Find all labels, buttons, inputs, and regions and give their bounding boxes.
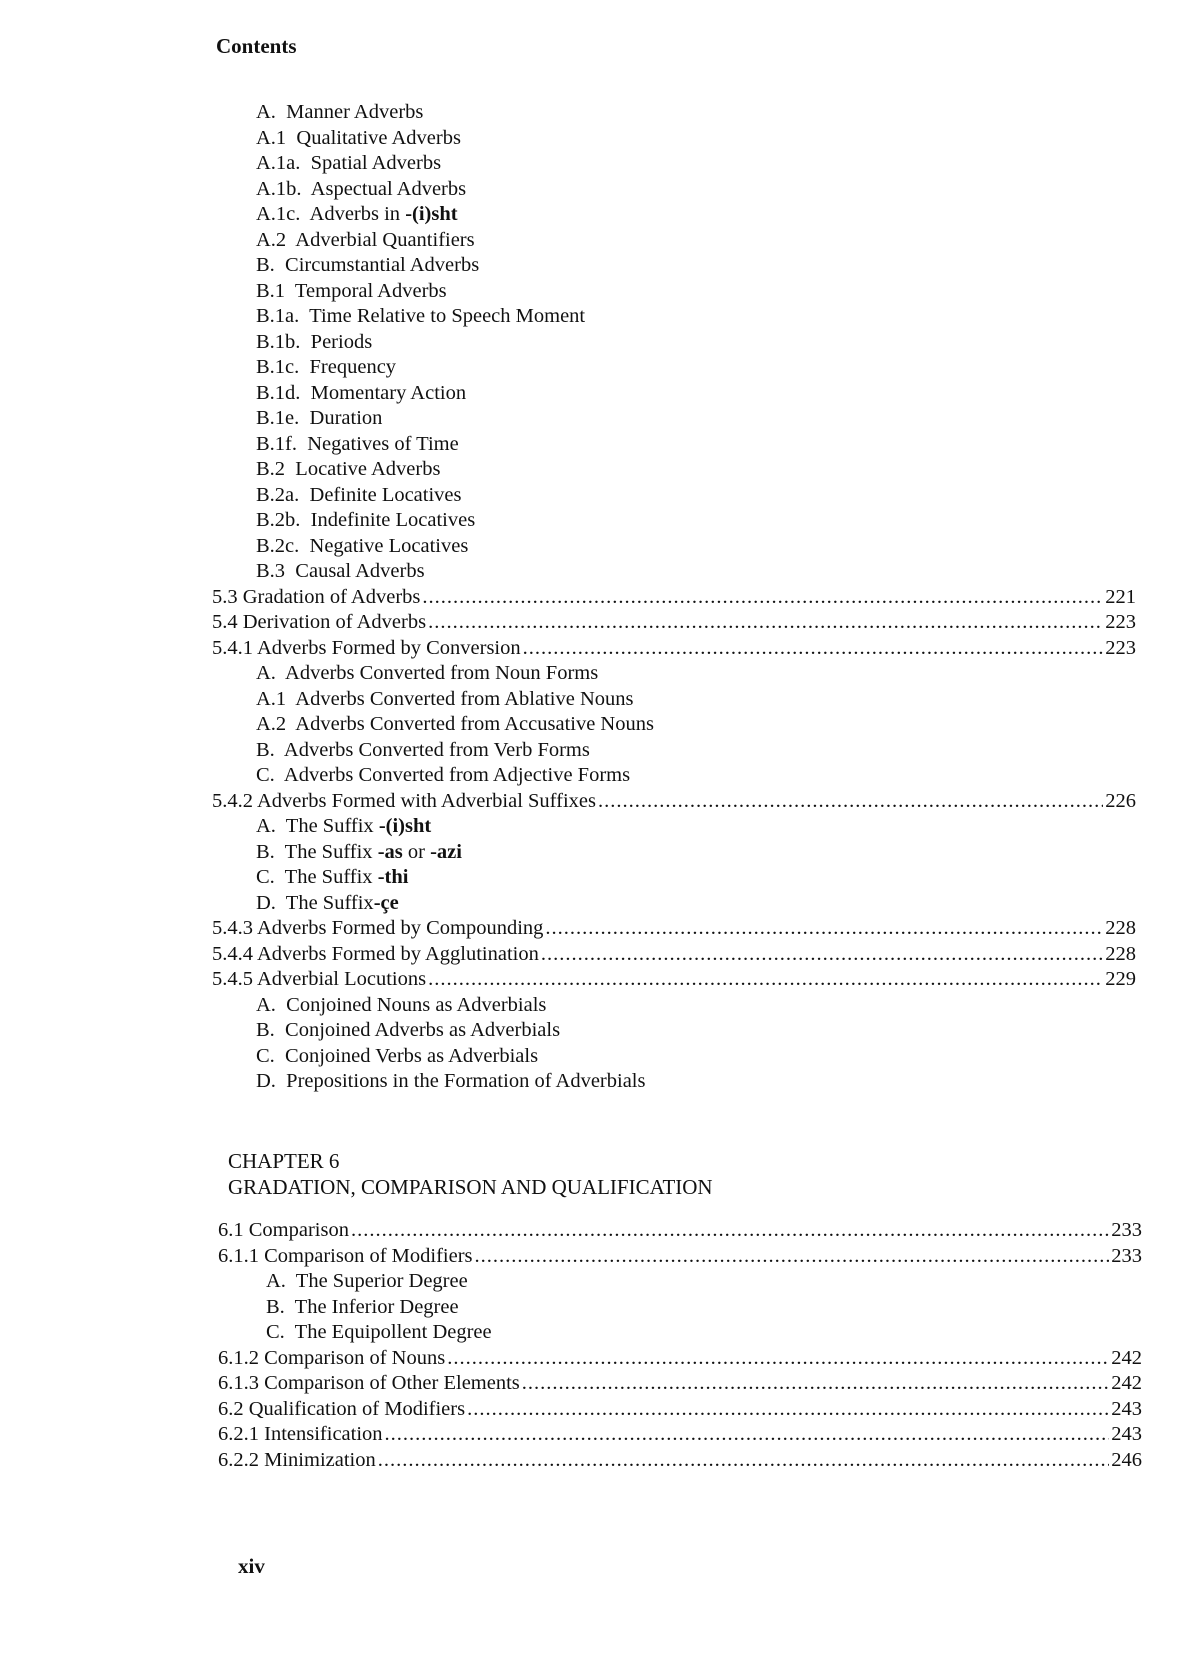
toc-entry-page: 229 xyxy=(1105,968,1136,990)
toc-subentry-title xyxy=(256,1018,1200,1044)
toc-subentry-text: C. The Equipollent Degree xyxy=(266,1321,492,1343)
toc-subentry xyxy=(0,559,1200,585)
toc-subentry-text: B.1b. Periods xyxy=(256,330,373,353)
toc-subentry-title xyxy=(256,687,1200,713)
toc-subentry-text: A.2 Adverbial Quantifiers xyxy=(256,228,475,251)
toc-subentry-text: A. The Suffix xyxy=(256,815,379,837)
dot-leader xyxy=(467,1397,1109,1423)
toc-subentry-title xyxy=(256,177,1200,203)
toc-entry xyxy=(0,1346,1200,1372)
toc-entry-line xyxy=(212,610,1136,636)
toc-entry-line xyxy=(212,636,1136,662)
toc-entry xyxy=(0,1422,1200,1448)
toc-entry-title: 5.4 Derivation of Adverbs xyxy=(212,611,427,633)
toc-entry-page: 223 xyxy=(1105,611,1136,633)
toc-subentry xyxy=(0,508,1200,534)
toc-entry xyxy=(0,636,1200,662)
toc-section-chapter-6 xyxy=(0,1218,1200,1473)
toc-subentry-text: B.3 Causal Adverbs xyxy=(256,560,425,582)
toc-entry-title: 5.4.4 Adverbs Formed by Agglutination xyxy=(212,942,539,965)
toc-subentry-text: B. Adverbs Converted from Verb Forms xyxy=(256,738,590,761)
toc-entry-page: 243 xyxy=(1111,1397,1142,1420)
dot-leader xyxy=(385,1422,1110,1448)
toc-subentry-text: B.2 Locative Adverbs xyxy=(256,458,441,480)
toc-subentry xyxy=(0,865,1200,891)
toc-subentry-title xyxy=(256,253,1200,279)
dot-leader xyxy=(522,1371,1109,1397)
toc-subentry xyxy=(0,330,1200,356)
toc-subentry xyxy=(0,534,1200,560)
toc-subentry-text: B.1e. Duration xyxy=(256,407,383,429)
toc-subentry-text: A.1 Qualitative Adverbs xyxy=(256,126,461,149)
suffix-form: -as xyxy=(377,840,403,863)
toc-entry xyxy=(0,1448,1200,1474)
toc-subentry xyxy=(0,202,1200,228)
toc-subentry xyxy=(0,1320,1200,1346)
toc-subentry xyxy=(0,406,1200,432)
toc-subentry-title xyxy=(256,457,1200,483)
toc-subentry-text: D. Prepositions in the Formation of Adverbials xyxy=(256,1070,646,1092)
toc-subentry xyxy=(0,279,1200,305)
toc-subentry xyxy=(0,687,1200,713)
toc-entry-page: 242 xyxy=(1111,1372,1142,1394)
toc-entry xyxy=(0,610,1200,636)
toc-entry-line xyxy=(218,1346,1142,1372)
toc-subentry-text: B.1a. Time Relative to Speech Moment xyxy=(256,305,586,327)
toc-subentry-text: B.1d. Momentary Action xyxy=(256,381,467,404)
toc-entry xyxy=(0,1218,1200,1244)
toc-entry-page: 246 xyxy=(1111,1448,1142,1471)
toc-subentry-title xyxy=(256,1069,1200,1095)
toc-subentry-title xyxy=(256,355,1200,381)
toc-subentry-text: A. Conjoined Nouns as Adverbials xyxy=(256,993,547,1016)
toc-entry-line xyxy=(212,789,1136,815)
toc-subentry-title xyxy=(256,661,1200,687)
toc-entry-line xyxy=(212,585,1136,611)
toc-entry-page: 228 xyxy=(1105,942,1136,965)
toc-subentry-text: B.1c. Frequency xyxy=(256,356,397,378)
toc-entry-line xyxy=(218,1422,1142,1448)
toc-subentry-title xyxy=(256,508,1200,534)
toc-subentry-connector: or xyxy=(402,840,431,863)
toc-subentry-title xyxy=(256,559,1200,585)
toc-subentry-text: C. Adverbs Converted from Adjective Forms xyxy=(256,764,631,786)
toc-subentry xyxy=(0,891,1200,917)
toc-subentry xyxy=(0,1044,1200,1070)
toc-subentry xyxy=(0,381,1200,407)
dot-leader xyxy=(428,967,1103,993)
toc-entry-page: 242 xyxy=(1111,1346,1142,1369)
toc-subentry-title xyxy=(256,279,1200,305)
toc-entry-title: 5.4.2 Adverbs Formed with Adverbial Suffixes xyxy=(212,789,596,812)
toc-subentry xyxy=(0,126,1200,152)
dot-leader xyxy=(475,1244,1110,1270)
toc-subentry-text: B. Conjoined Adverbs as Adverbials xyxy=(256,1019,561,1041)
toc-subentry xyxy=(0,1018,1200,1044)
toc-subentry-title xyxy=(256,712,1200,738)
toc-entry-line xyxy=(218,1397,1142,1423)
suffix-form: -(i)sht xyxy=(378,815,432,837)
page-number: xiv xyxy=(238,1554,265,1578)
toc-subentry-title xyxy=(256,814,1200,840)
toc-entry-title: 6.1.2 Comparison of Nouns xyxy=(218,1346,446,1369)
toc-subentry-title xyxy=(256,202,1200,228)
toc-subentry-text: A. The Superior Degree xyxy=(266,1270,468,1292)
dot-leader xyxy=(541,942,1103,968)
toc-entry-page: 233 xyxy=(1111,1219,1142,1241)
dot-leader xyxy=(523,636,1104,662)
toc-subentry xyxy=(0,432,1200,458)
toc-subentry xyxy=(0,1069,1200,1095)
toc-subentry xyxy=(0,355,1200,381)
toc-entry-page: 228 xyxy=(1105,917,1136,939)
toc-subentry-text: B. The Inferior Degree xyxy=(266,1295,459,1318)
toc-subentry xyxy=(0,993,1200,1019)
toc-entry-title: 5.4.1 Adverbs Formed by Conversion xyxy=(212,636,521,659)
toc-subentry-title xyxy=(256,738,1200,764)
toc-entry-line xyxy=(212,916,1136,942)
dot-leader xyxy=(428,610,1103,636)
toc-subentry-title xyxy=(256,330,1200,356)
toc-subentry-title xyxy=(256,483,1200,509)
toc-subentry xyxy=(0,738,1200,764)
toc-subentry-text: A.2 Adverbs Converted from Accusative Nouns xyxy=(256,713,654,735)
toc-subentry xyxy=(0,304,1200,330)
toc-entry-title: 6.2.2 Minimization xyxy=(218,1448,376,1471)
toc-subentry-text: D. The Suffix xyxy=(256,891,374,914)
toc-subentry-text: A.1b. Aspectual Adverbs xyxy=(256,177,467,200)
toc-entry-title: 6.1.1 Comparison of Modifiers xyxy=(218,1244,473,1267)
toc-entry xyxy=(0,1397,1200,1423)
chapter-title: GRADATION, COMPARISON AND QUALIFICATION xyxy=(228,1175,713,1199)
toc-subentry xyxy=(0,661,1200,687)
toc-subentry-text: B.2b. Indefinite Locatives xyxy=(256,509,476,531)
toc-entry-line xyxy=(218,1371,1142,1397)
toc-subentry-text: A.1a. Spatial Adverbs xyxy=(256,152,442,174)
toc-subentry-title xyxy=(256,865,1200,891)
toc-subentry-text: C. Conjoined Verbs as Adverbials xyxy=(256,1044,539,1067)
toc-subentry xyxy=(0,763,1200,789)
toc-subentry-text: A.1 Adverbs Converted from Ablative Nouns xyxy=(256,687,634,710)
dot-leader xyxy=(422,585,1103,611)
toc-entry xyxy=(0,1371,1200,1397)
toc-subentry-title xyxy=(256,381,1200,407)
toc-subentry-title xyxy=(256,100,1200,126)
toc-entry xyxy=(0,585,1200,611)
toc-subentry xyxy=(0,100,1200,126)
toc-subentry-title xyxy=(256,126,1200,152)
toc-subentry-title xyxy=(256,1044,1200,1070)
toc-subentry xyxy=(0,1269,1200,1295)
toc-subentry-title xyxy=(256,993,1200,1019)
toc-entry xyxy=(0,916,1200,942)
toc-subentry-text: B. Circumstantial Adverbs xyxy=(256,254,480,276)
toc-section-chapter-5 xyxy=(0,100,1200,1095)
toc-subentry-title xyxy=(256,228,1200,254)
toc-subentry xyxy=(0,483,1200,509)
toc-subentry xyxy=(0,151,1200,177)
toc-entry-line xyxy=(218,1218,1142,1244)
toc-entry-title: 5.3 Gradation of Adverbs xyxy=(212,585,421,608)
toc-subentry-text: B. The Suffix xyxy=(256,840,378,863)
toc-subentry xyxy=(0,253,1200,279)
toc-entry xyxy=(0,942,1200,968)
toc-subentry xyxy=(0,814,1200,840)
suffix-form: -azi xyxy=(430,840,462,863)
toc-subentry-title xyxy=(266,1269,1200,1295)
toc-subentry-title xyxy=(256,151,1200,177)
toc-subentry xyxy=(0,457,1200,483)
toc-entry-page: 221 xyxy=(1105,585,1136,608)
toc-subentry-title xyxy=(256,432,1200,458)
toc-entry-line xyxy=(212,967,1136,993)
toc-entry-line xyxy=(212,942,1136,968)
toc-subentry-text: B.2c. Negative Locatives xyxy=(256,534,469,557)
toc-subentry xyxy=(0,177,1200,203)
toc-entry xyxy=(0,967,1200,993)
toc-subentry xyxy=(0,712,1200,738)
toc-entry-title: 6.2 Qualification of Modifiers xyxy=(218,1397,466,1420)
toc-subentry xyxy=(0,228,1200,254)
toc-subentry-title xyxy=(256,891,1200,917)
toc-entry-title: 6.1.3 Comparison of Other Elements xyxy=(218,1372,520,1394)
toc-entry-page: 223 xyxy=(1105,636,1136,659)
toc-subentry-title xyxy=(256,840,1200,866)
toc-subentry-text: A.1c. Adverbs in xyxy=(256,203,406,225)
toc-entry-title: 5.4.5 Adverbial Locutions xyxy=(212,968,427,990)
suffix-form: -çe xyxy=(373,891,399,914)
dot-leader xyxy=(447,1346,1109,1372)
toc-subentry-text: A. Adverbs Converted from Noun Forms xyxy=(256,662,599,684)
toc-subentry-title xyxy=(256,534,1200,560)
chapter-heading xyxy=(228,1148,713,1200)
toc-subentry xyxy=(0,1295,1200,1321)
toc-entry-page: 233 xyxy=(1111,1244,1142,1267)
toc-entry-line xyxy=(218,1244,1142,1270)
toc-subentry-text: A. Manner Adverbs xyxy=(256,101,424,123)
dot-leader xyxy=(598,789,1103,815)
toc-subentry-text: B.1 Temporal Adverbs xyxy=(256,279,447,302)
toc-entry-title: 6.1 Comparison xyxy=(218,1219,349,1241)
suffix-form: -thi xyxy=(377,866,409,888)
toc-subentry xyxy=(0,840,1200,866)
dot-leader xyxy=(545,916,1103,942)
toc-subentry-title xyxy=(266,1320,1200,1346)
running-header: Contents xyxy=(216,34,297,58)
chapter-number: CHAPTER 6 xyxy=(228,1149,340,1173)
toc-subentry-title xyxy=(266,1295,1200,1321)
dot-leader xyxy=(351,1218,1109,1244)
toc-entry-page: 243 xyxy=(1111,1423,1142,1445)
toc-subentry-text: B.2a. Definite Locatives xyxy=(256,483,462,506)
suffix-form: -(i)sht xyxy=(405,203,458,225)
toc-subentry-title xyxy=(256,763,1200,789)
dot-leader xyxy=(378,1448,1110,1474)
toc-subentry-title xyxy=(256,304,1200,330)
toc-entry xyxy=(0,1244,1200,1270)
toc-entry-title: 5.4.3 Adverbs Formed by Compounding xyxy=(212,917,544,939)
toc-subentry-text: C. The Suffix xyxy=(256,866,378,888)
toc-entry-line xyxy=(218,1448,1142,1474)
toc-subentry-text: B.1f. Negatives of Time xyxy=(256,432,459,455)
toc-entry-title: 6.2.1 Intensification xyxy=(218,1423,383,1445)
toc-entry-page: 226 xyxy=(1105,789,1136,812)
toc-entry xyxy=(0,789,1200,815)
toc-subentry-title xyxy=(256,406,1200,432)
